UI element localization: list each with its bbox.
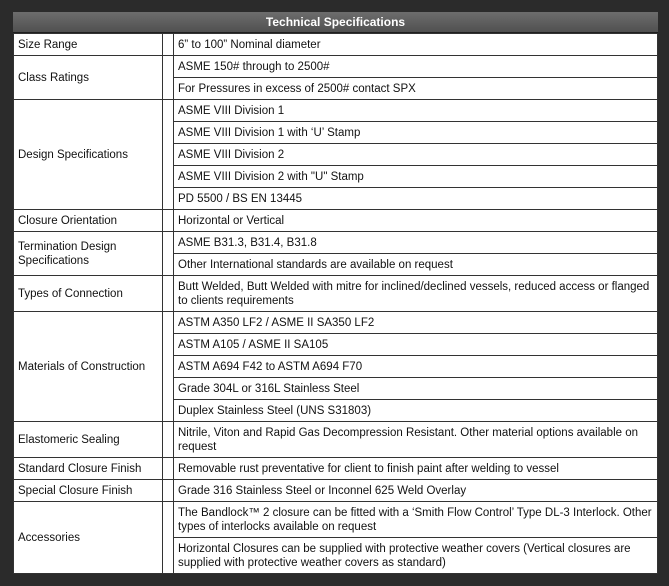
row-value: ASTM A694 F42 to ASTM A694 F70 [174,356,658,378]
table-row [14,422,658,458]
table-row [14,232,658,254]
row-label: Materials of Construction [14,312,163,422]
row-label: Closure Orientation [14,210,163,232]
row-value: ASME VIII Division 1 with ‘U’ Stamp [174,122,658,144]
row-value: ASME VIII Division 2 [174,144,658,166]
row-value: ASTM A105 / ASME II SA105 [174,334,658,356]
row-label: Accessories [14,502,163,574]
table-row [14,312,658,334]
table-row [14,210,658,232]
row-label: Types of Connection [14,276,163,312]
row-label: Design Specifications [14,100,163,210]
row-value: ASTM A350 LF2 / ASME II SA350 LF2 [174,312,658,334]
row-value: Butt Welded, Butt Welded with mitre for inclined/declined vessels, reduced access or flanged to clients requirements [174,276,658,312]
table-row [14,34,658,56]
row-label: Termination Design Specifications [14,232,163,276]
row-value: Grade 304L or 316L Stainless Steel [174,378,658,400]
table-row [14,56,658,78]
table-row [14,458,658,480]
row-value: 6” to 100” Nominal diameter [174,34,658,56]
row-value: Horizontal Closures can be supplied with protective weather covers (Vertical closures are supplied with protective weather covers as standard) [174,538,658,574]
row-value: PD 5500 / BS EN 13445 [174,188,658,210]
row-value: Removable rust preventative for client to finish paint after welding to vessel [174,458,658,480]
row-value: Duplex Stainless Steel (UNS S31803) [174,400,658,422]
row-value: ASME VIII Division 1 [174,100,658,122]
table-row [14,276,658,312]
table-row [14,502,658,538]
row-value: Horizontal or Vertical [174,210,658,232]
table-row [14,480,658,502]
row-label: Standard Closure Finish [14,458,163,480]
row-label: Size Range [14,34,163,56]
row-value: ASME VIII Division 2 with "U" Stamp [174,166,658,188]
row-value: ASME B31.3, B31.4, B31.8 [174,232,658,254]
spec-table [13,33,658,574]
row-label: Class Ratings [14,56,163,100]
row-value: Nitrile, Viton and Rapid Gas Decompression Resistant. Other material options available on request [174,422,658,458]
table-title: Technical Specifications [13,12,658,33]
row-label: Elastomeric Sealing [14,422,163,458]
row-label: Special Closure Finish [14,480,163,502]
row-value: ASME 150# through to 2500# [174,56,658,78]
row-value: Other International standards are available on request [174,254,658,276]
spec-panel [7,6,659,574]
row-value: Grade 316 Stainless Steel or Inconnel 625 Weld Overlay [174,480,658,502]
table-row [14,100,658,122]
row-value: For Pressures in excess of 2500# contact SPX [174,78,658,100]
row-value: The Bandlock™ 2 closure can be fitted with a ‘Smith Flow Control’ Type DL-3 Interlock. Other types of interlocks available on request [174,502,658,538]
